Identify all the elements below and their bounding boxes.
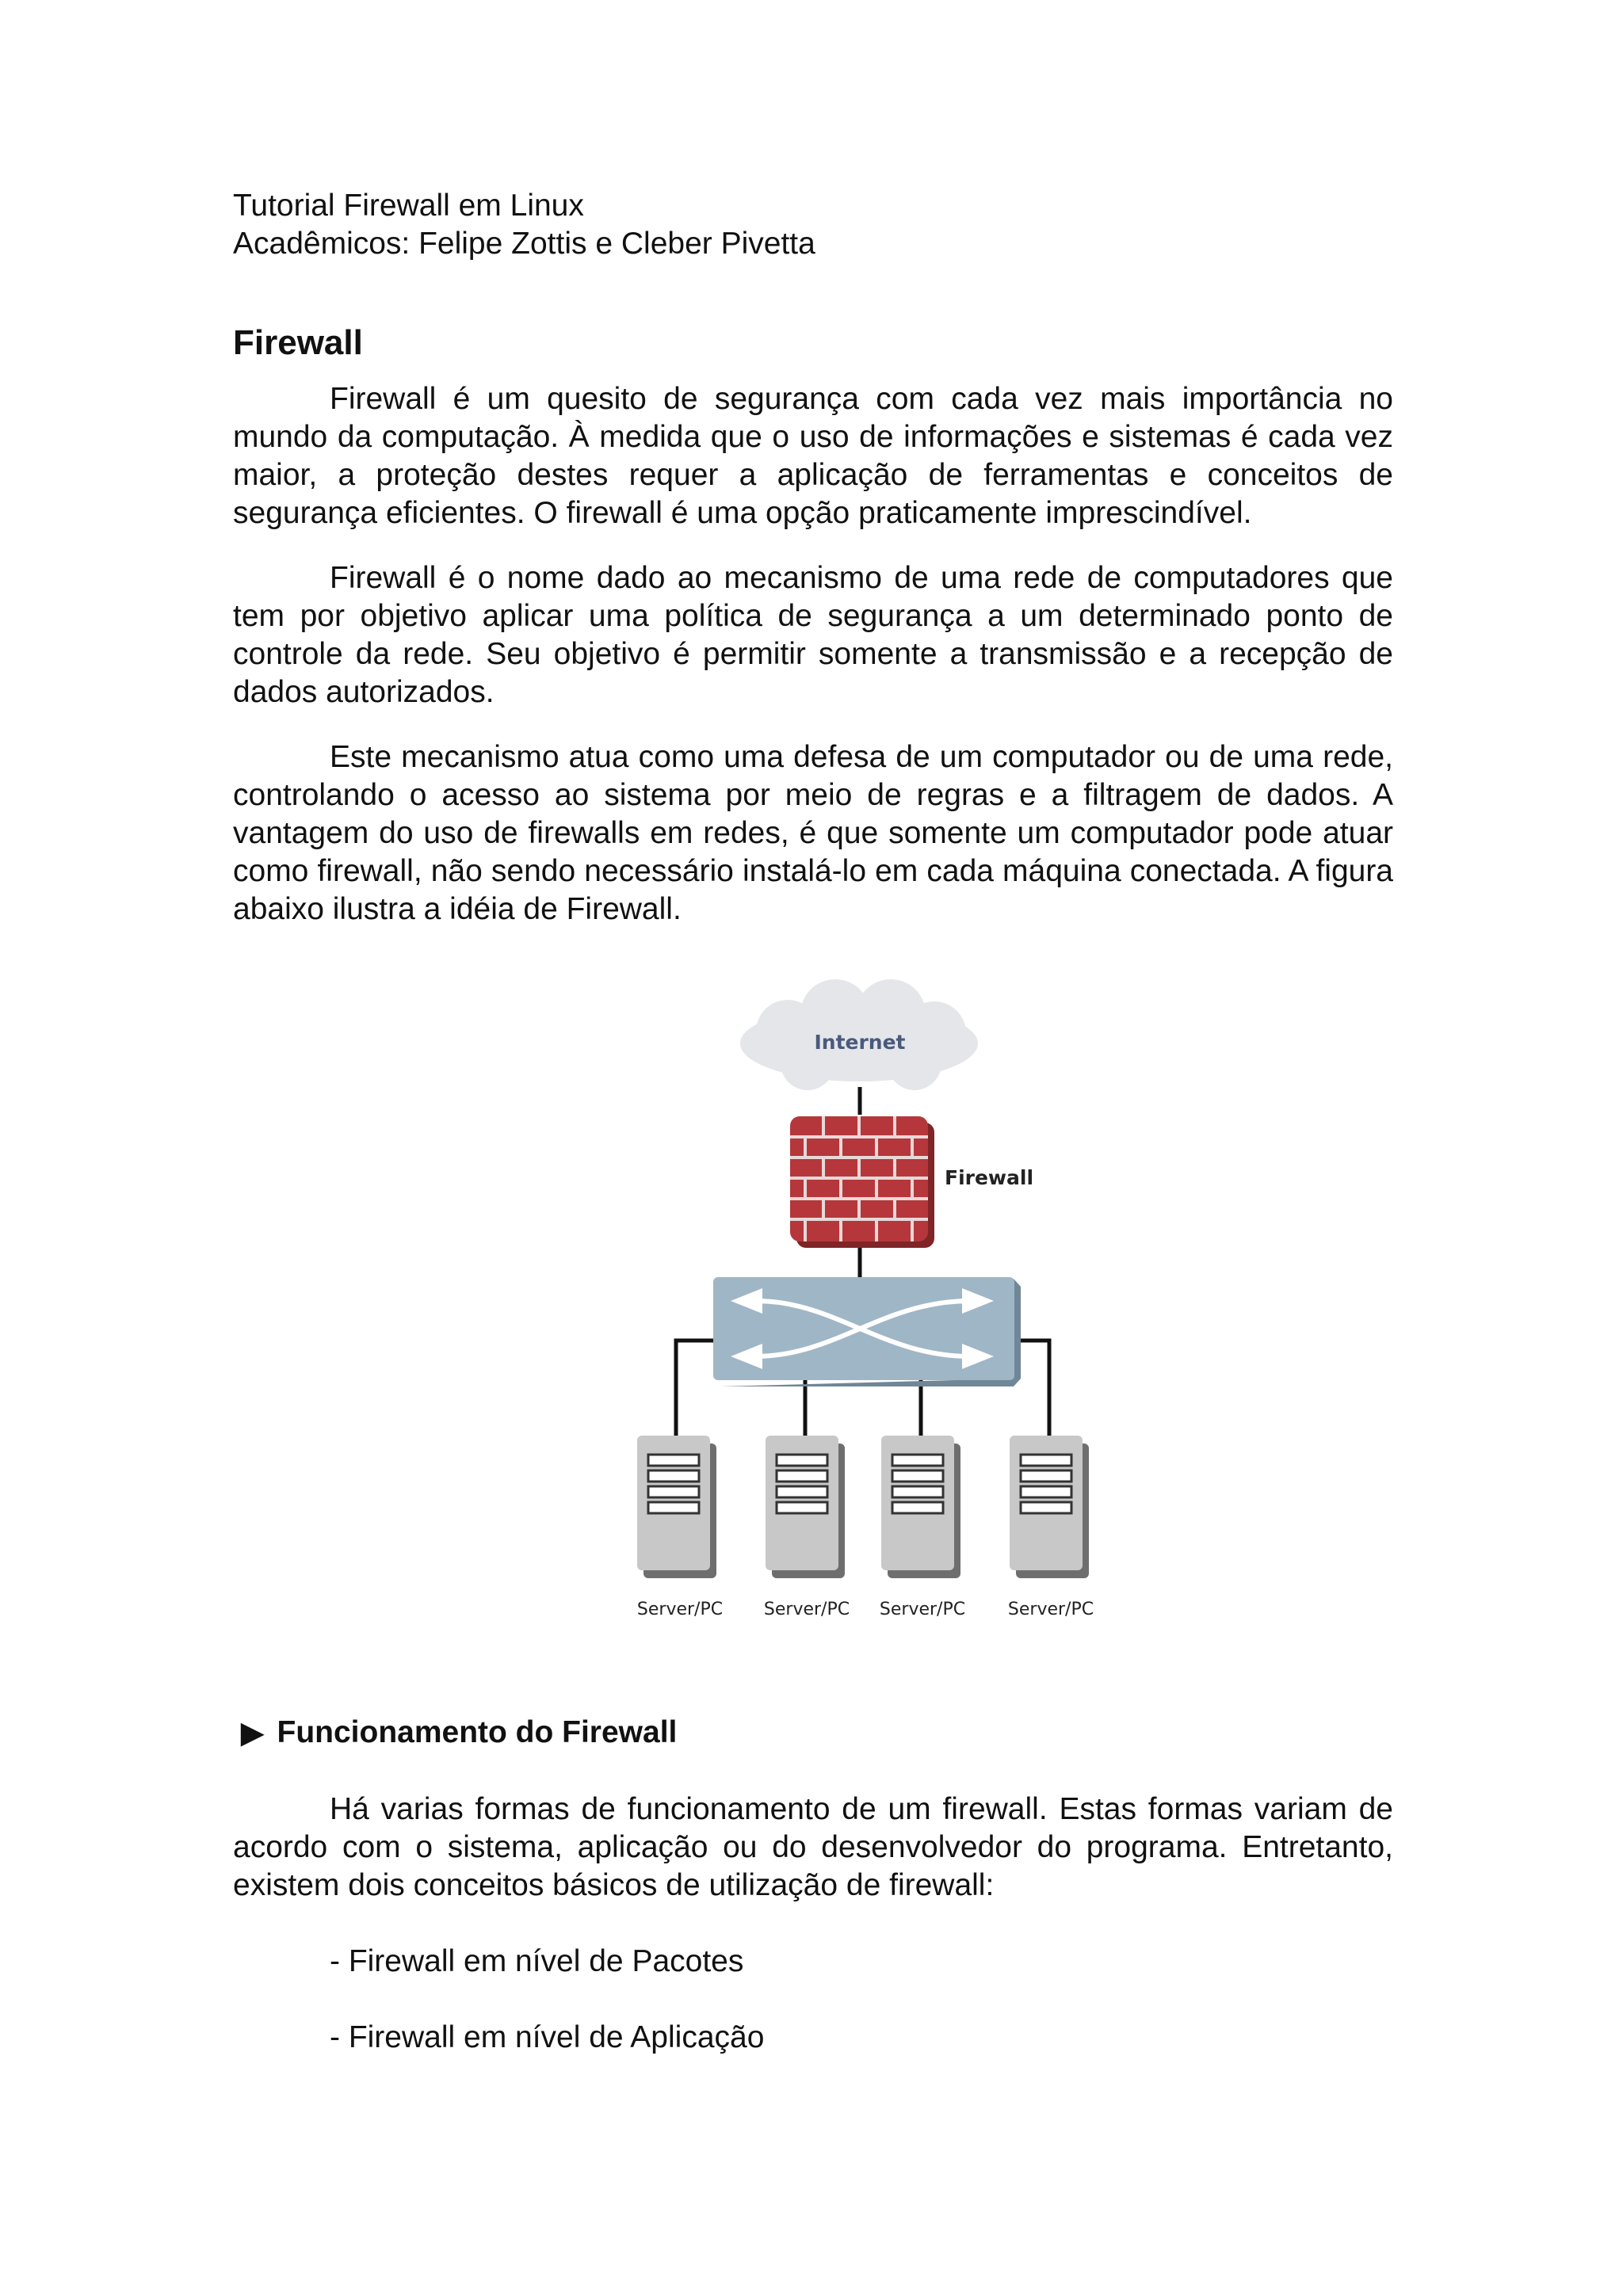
section-title: Firewall [233, 323, 363, 362]
server-icon [637, 1436, 716, 1578]
subsection-paragraph: Há varias formas de funcionamento de um firewall. Estas formas variam de acordo com o sistema, aplicação ou do desenvolvedor do programa. Entretanto, existem dois conceitos básicos de utilização de firewall: [233, 1792, 1393, 1902]
server-label: Server/PC [879, 1600, 966, 1619]
subsection-heading [233, 1713, 1393, 1753]
list-item: - Firewall em nível de Pacotes [330, 1944, 744, 1978]
document-authors: Acadêmicos: Felipe Zottis e Cleber Pivetta [233, 227, 815, 261]
document-page [233, 187, 1393, 2095]
firewall-diagram-svg [233, 960, 1393, 1673]
server-label: Server/PC [763, 1600, 850, 1619]
server-icon [1010, 1436, 1089, 1578]
paragraph-1: Firewall é um quesito de segurança com cada vez mais importância no mundo da computação. À medida que o uso de informações e sistemas é cada vez maior, a proteção destes requer a aplicação de ferramentas e conceitos de segurança eficientes. O firewall é uma opção praticamente imprescindível. [233, 382, 1393, 530]
firewall-diagram [233, 960, 1393, 1673]
paragraph-2: Firewall é o nome dado ao mecanismo de uma rede de computadores que tem por objetivo aplicar uma política de segurança a um determinado ponto de controle da rede. Seu objetivo é permitir somente a transmissão e a recepção de dados autorizados. [233, 561, 1393, 709]
network-switch-icon [713, 1277, 1021, 1386]
right-triangle-icon: ► [233, 1711, 273, 1755]
server-icon [766, 1436, 845, 1578]
paragraph-3: Este mecanismo atua como uma defesa de um computador ou de uma rede, controlando o acesso ao sistema por meio de regras e a filtragem de dados. A vantagem do uso de firewalls em redes, é que somente um computador pode atuar como firewall, não sendo necessário instalá-lo em cada máquina conectada. A figura abaixo ilustra a idéia de Firewall. [233, 740, 1393, 926]
brick-wall-icon [790, 1116, 934, 1248]
document-title: Tutorial Firewall em Linux [233, 189, 584, 223]
internet-label: Internet [814, 1031, 906, 1054]
firewall-label: Firewall [945, 1166, 1034, 1189]
list-item: - Firewall em nível de Aplicação [330, 2020, 765, 2054]
server-label: Server/PC [636, 1600, 724, 1619]
server-icon [881, 1436, 960, 1578]
server-label: Server/PC [1007, 1600, 1094, 1619]
subsection-title: Funcionamento do Firewall [277, 1715, 678, 1749]
